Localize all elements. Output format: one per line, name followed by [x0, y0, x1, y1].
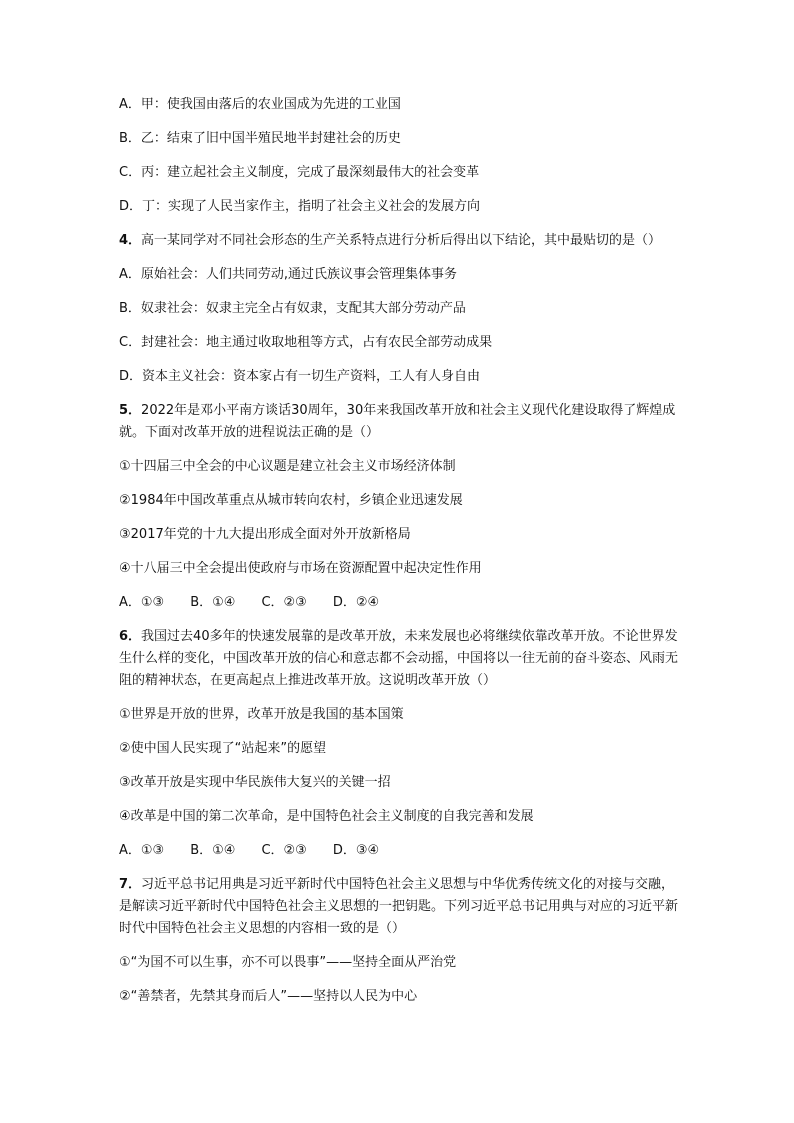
answer-choice: B．①④ [190, 595, 236, 610]
answer-choice: A．①③ [119, 595, 165, 610]
q4-stem [119, 230, 679, 252]
q5-choices [119, 592, 679, 614]
q7-statement-2: ②“善禁者，先禁其身而后人”——坚持以人民为中心 [119, 989, 418, 1004]
q3-option-c: C．丙：建立起社会主义制度，完成了最深刻最伟大的社会变革 [119, 165, 480, 180]
q6-stem [119, 626, 679, 692]
question-text: 习近平总书记用典是习近平新时代中国特色社会主义思想与中华优秀传统文化的对接与交融，是解读习近平新时代中国特色社会主义思想的一把钥匙。下列习近平总书记用典与对应的习近平新时代中国特色社会主义思想的内容相一致的是（） [119, 877, 679, 936]
answer-choice: C．②③ [261, 595, 307, 610]
answer-choice: B．①④ [190, 843, 236, 858]
q7-statement-1: ①“为国不可以生事，亦不可以畏事”——坚持全面从严治党 [119, 955, 457, 970]
question-text: 2022年是邓小平南方谈话30周年，30年来我国改革开放和社会主义现代化建设取得了辉煌成就。下面对改革开放的进程说法正确的是（） [119, 403, 676, 440]
q5-statement-2: ②1984年中国改革重点从城市转向农村，乡镇企业迅速发展 [119, 493, 463, 508]
question-number: 4． [119, 233, 142, 248]
q5-statement-4: ④十八届三中全会提出使政府与市场在资源配置中起决定性作用 [119, 561, 482, 576]
q5-statement-1: ①十四届三中全会的中心议题是建立社会主义市场经济体制 [119, 459, 456, 474]
exam-content [119, 94, 679, 1020]
q6-statement-3: ③改革开放是实现中华民族伟大复兴的关键一招 [119, 775, 391, 790]
q4-option-b: B．奴隶社会：奴隶主完全占有奴隶，支配其大部分劳动产品 [119, 301, 466, 316]
q5-statement-3: ③2017年党的十九大提出形成全面对外开放新格局 [119, 527, 411, 542]
q4-option-a: A．原始社会：人们共同劳动,通过氏族议事会管理集体事务 [119, 267, 458, 282]
q6-statement-2: ②使中国人民实现了“站起来”的愿望 [119, 741, 327, 756]
answer-choice: A．①③ [119, 843, 165, 858]
answer-choice: C．②③ [261, 843, 307, 858]
q6-choices [119, 840, 679, 862]
answer-choice: D．③④ [332, 843, 380, 858]
q6-statement-1: ①世界是开放的世界，改革开放是我国的基本国策 [119, 707, 404, 722]
q6-statement-4: ④改革是中国的第二次革命，是中国特色社会主义制度的自我完善和发展 [119, 809, 534, 824]
question-number: 7． [119, 877, 142, 892]
q3-option-d: D．丁：实现了人民当家作主，指明了社会主义社会的发展方向 [119, 199, 481, 214]
q3-option-b: B．乙：结束了旧中国半殖民地半封建社会的历史 [119, 131, 401, 146]
q3-option-a: A．甲：使我国由落后的农业国成为先进的工业国 [119, 97, 401, 112]
question-text: 高一某同学对不同社会形态的生产关系特点进行分析后得出以下结论，其中最贴切的是（） [141, 233, 662, 248]
q5-stem [119, 400, 679, 444]
q4-option-c: C．封建社会：地主通过收取地租等方式，占有农民全部劳动成果 [119, 335, 493, 350]
question-number: 6． [119, 629, 142, 644]
question-number: 5． [119, 403, 142, 418]
q7-stem [119, 874, 679, 940]
q4-option-d: D．资本主义社会：资本家占有一切生产资料，工人有人身自由 [119, 369, 481, 384]
answer-choice: D．②④ [332, 595, 380, 610]
question-text: 我国过去40多年的快速发展靠的是改革开放，未来发展也必将继续依靠改革开放。不论世界发生什么样的变化，中国改革开放的信心和意志都不会动摇，中国将以一往无前的奋斗姿态、风雨无阻的精神状态，在更高起点上推进改革开放。这说明改革开放（） [119, 629, 679, 688]
